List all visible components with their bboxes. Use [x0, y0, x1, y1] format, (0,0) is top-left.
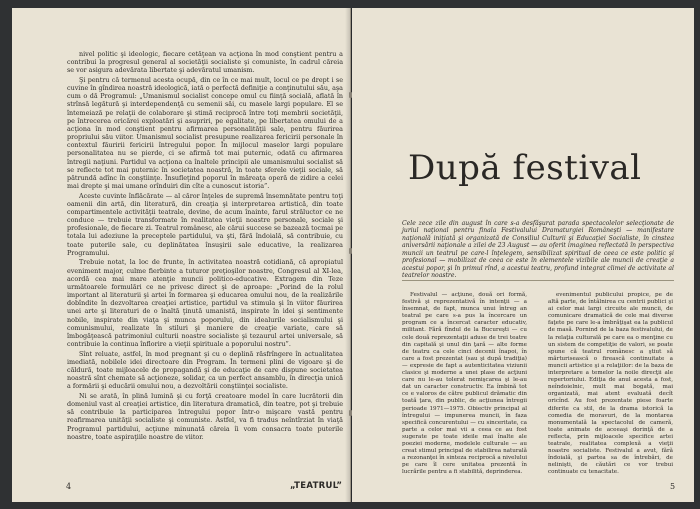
article-column-1: [402, 292, 527, 476]
right-page: [352, 8, 694, 502]
article-column-2: [548, 292, 673, 476]
page-number-left: 4: [66, 482, 72, 491]
article-title: După festival: [408, 148, 642, 188]
page-number-right: 5: [670, 482, 676, 491]
left-page: [12, 8, 351, 502]
paragraph: Trebuie notat, la loc de frunte, în activitatea noastră cotidiană, că apropiatul eveniment major, culme fierbinte a tuturor preţioşilor noastre, Congresul al XI-lea, acordă cea mai mare atenţie muncii politico-educative. Extragem din Teze următoarele formulări ce ne privesc direct şi de aproape: „Porind de la rolul important al literaturii şi artei în formarea şi educarea omului nou, de la realizările dobîndite în dezvoltarea creaţiei artistice, partidul va stimula şi în viitor făurirea unei arte şi literaturi de o înaltă ţinută umanistă, inspirate în idei şi sentimente nobile, inspirate din viaţa şi munca poporului, din idealurile socialismului şi comunismului, realizate în stiluri şi maniere de creaţie variate, care să îmbogăţească patrimoniul culturii noastre socialiste şi tezaurul artei universale, să contribuie la continua înflorire a vieţii spirituale a poporului nostru”.: [67, 258, 343, 348]
paragraph: Ni se arată, în plină lumină şi cu forţă creatoare model în care lucrătorii din domeniul vast al creaţiei artistice, din literatura dramatică, din teatre, pot şi trebuie să contribuie la participarea întregului popor într-o mişcare vastă pentru reafirmarea unităţii socialiste şi comuniste. Astfel, va fi tradus neîntîrziat în viaţă Programul partidului, acţiune minunată căreia îi vom consacra toate puterile noastre, toate aspiraţiile noastre de viitor.: [67, 391, 343, 441]
column-text: evenimentul publicului propice, pe de altă parte, de întâlnirea cu centrii publici şi ai celor mai largi circuite ale muncii, de comunicare dramatică de cele mai diverse faţete pe care le-a îmbrăţişat ea la publicul de masă. Pornind de la baza festivalului, de la relaţia culturală pe care ea o menţine cu un sistem de competiţie de valori, se poate spune că teatrul românesc a ştiut să mărturisească o firească continuitate a muncii artistice şi a relaţiilor: de la baza de interpretare a temelor la noile direcţii ale repertoriului. Ediţia de anul acesta a fost, neîndoielnic, mult mai bogată, mai organizată, mai atent evaluată decît oricînd. Au fost prezentate piese foarte diferite ca stil, de la drama istorică la comedia de moravuri, de la montarea monumentală la spectacolul de cameră, toate animate de aceeaşi dorinţă de a reflecta, prin mijloacele specifice artei teatrale, realitatea complexă a vieţii noastre socialiste. Festivalul a avut, fără îndoială, şi partea sa de întrebări, de nelinişti, de căutări ce vor trebui continuate cu tenacitate.: [548, 292, 673, 476]
left-page-text: [67, 50, 343, 441]
divider: [402, 280, 674, 281]
magazine-name: „TEATRUL”: [290, 481, 343, 491]
article-lead: Cele zece zile din august în care s-a desfăşurat parada spectacolelor selecţionate de juriul naţional pentru finala Festivalului Dramaturgiei Româneşti — manifestare naţională iniţiată şi organizată de Consiliul Culturii şi Educaţiei Socialiste, în cinstea aniversării naţionale a zilei de 23 August — au oferit imaginea reflectată în perspectiva muncii un teatrul pe care-l înţelegem, sensibilizat spiritual de ceea ce este politic şi profesional — mobilizat de ceea ce este în elementele vizibile ale muncii de creaţie a acestui popor, şi în primul rînd, a acestui teatru, profund integrat climei de activitate al teatrelor noastre.: [402, 220, 674, 280]
column-text: Festivalul — acţiune, două ori formă, festivă şi reprezentativă în intenţii — a însemnat, de fapt, munca unui întreg an teatral pe care s-a pus la încercare un program ce a încercat caracter educativ, militant. Fără fîndul de la Bucureşti — cu cele două reprezentaţii aduse de trei teatre din capitală şi unul din ţară — alte forme de teatru ca cele cinci decenii înapoi, în care a fost prezentat (sau şi după tradiţia) — expresie de fapt a autenticitatea viziunii clasice şi moderne a unei plase de acţiuni care nu le-au tolerat nemişcarea şi le-au dat un caracter constructiv. Ea îmbină tot ce e valoros de către publicul drămatic din toată ţara, din public, de acţiunea întregii perioade 1971—1975. Obiectiv principal al întregului — impunerea muncii, în faza specifică concurentului — cu sinceritate, ca parte a celor mai vii a ceea ce au fost sugerate pe toate ideile mai înalte ale poeziei moderne, modelele culturale — au creat stimul principal de stabilirea naturală a rezonanţei în sinteza reciprocă a nivelului pe care îl cere unitatea prezentă în lucrările pentru a fi stabilită, deprinderea.: [402, 292, 527, 476]
paragraph: Aceste cuvinte înflăcărate — al căror înţeles de supremă însemnătate pentru toţi oamenii din artă, din literatură, din creaţia şi interpretarea artistică, din toate compartimentele activităţii teatrale, devine, de acum înainte, farul străluctor ce ne conduce — trebuie transformate în realitatea vieţii noastre personale, sociale şi profesionale, de fiecare zi. Teatrul românesc, ale cărui succese se bazează tocmai pe totala lui adeziune la preceptele partidului, va şti, fără îndoială, să contribuie, cu toate puterile sale, cu deplinătatea însuşirii sale educative, la realizarea Programului.: [67, 191, 343, 257]
paragraph: Şi pentru că termenul acesta ocupă, din ce în ce mai mult, locul ce pe drept i se cuvine în gîndirea noastră ideologică, iată o perfectă definiţie a conţinutului său, aşa cum o dă Programul: „Umanismul socialist concepe omul cu fiinţă socială, aflată în strînsă legătură şi interdependenţă cu semenii săi, cu masele largi populare. El se întemeiază pe relaţii de colaborare şi stimă reciprocă între toţi membrii societăţii, pe întrecerea oricărei exploatări şi asupriri, pe egalitate, pe libertatea omului de a acţiona în mod conştient pentru afirmarea personalităţii sale, pentru făurirea propriului său viitor. Umanismul socialist presupune realizarea fericirii personale în contextul făuririi fericirii întregului popor. În mijlocul maselor largi populare personalitatea nu se pierde, ci se afirmă tot mai puternic, odată cu afirmarea întregii naţiuni. Partidul va acţiona ca înaltele principii ale umanismului socialist să se reflecte tot mai puternic în societatea noastră, în toate sferele vieţii sociale, să pătrundă adînc în conştiinţe. Însufleţind poporul în măreaţa operă de zidire a celei mai drepte şi mai umane orînduiri din cîte a cunoscut istoria”.: [67, 75, 343, 190]
paragraph: nivel politic şi ideologic, fiecare cetăţean va acţiona în mod conştient pentru a contribui la progresul general al societăţii socialiste şi comuniste, în cadrul căreia se vor asigura adevărata libertate şi adevăratul umanism.: [67, 50, 343, 75]
paragraph: Sînt reluate, astfel, în mod pregnant şi cu o deplină răsfrîngere în actualitatea imediată, nobilele idei directoare din Program. În termeni plini de vigoare şi de căldură, toate mijloacele de propagandă şi de educaţie de care dispune societatea noastră sînt chemate să acţioneze, solidar, ca un perfect ansamblu, în direcţia unică a formării şi educării omului nou, a dezvoltării conştiinţei socialiste.: [67, 349, 343, 391]
